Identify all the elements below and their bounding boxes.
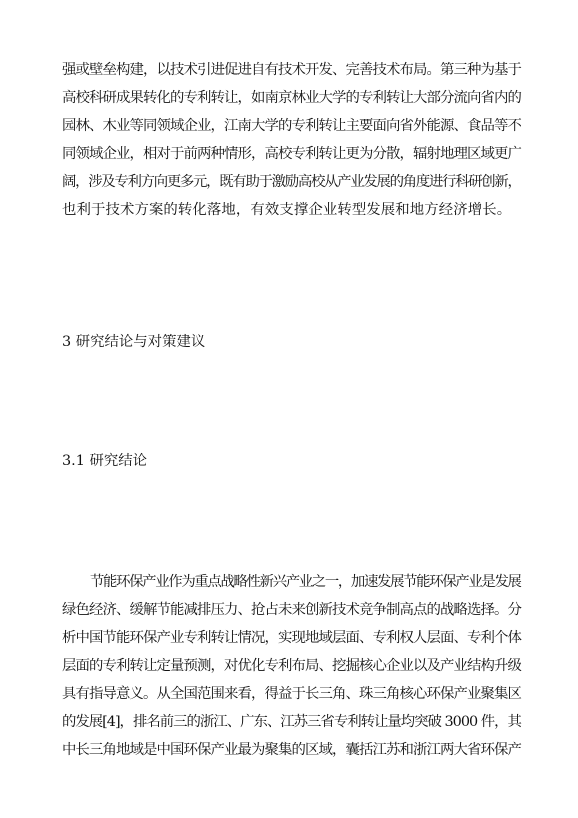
paragraph-line: 阔，涉及专利方向更多元，既有助于激励高校从产业发展的角度进行科研创新， [62,174,521,190]
paragraph-line: 强或壁垒构建，以技术引进促进自有技术开发、完善技术布局。第三种为基于 [62,62,522,78]
paragraph-line: 同领域企业，相对于前两种情形，高校专利转让更为分散，辐射地理区域更广 [62,146,522,162]
paragraph-line: 绿色经济、缓解节能减排压力、抢占未来创新技术竞争制高点的战略选择。分 [62,602,522,618]
paragraph-line: 具有指导意义。从全国范围来看，得益于长三角、珠三角核心环保产业聚集区 [62,686,522,702]
paragraph-line: 高校科研成果转化的专利转让，如南京林业大学的专利转让大部分流向省内的 [62,90,522,106]
paragraph-line: 层面的专利转让定量预测，对优化专利布局、挖掘核心企业以及产业结构升级 [62,658,522,674]
section-heading-3: 3 研究结论与对策建议 [62,334,206,350]
paragraph-line: 也利于技术方案的转化落地，有效支撑企业转型发展和地方经济增长。 [62,202,512,218]
paragraph-line: 中长三角地域是中国环保产业最为聚集的区域，囊括江苏和浙江两大省环保产 [62,742,522,758]
paragraph-line: 析中国节能环保产业专利转让情况，实现地域层面、专利权人层面、专利个体 [62,630,522,646]
paragraph-line: 节能环保产业作为重点战略性新兴产业之一，加速发展节能环保产业是发展 [90,574,521,590]
section-heading-3-1: 3.1 研究结论 [62,453,148,469]
paragraph-line: 园林、木业等同领域企业，江南大学的专利转让主要面向省外能源、食品等不 [62,118,522,134]
paragraph-line: 的发展[4]，排名前三的浙江、广东、江苏三省专利转让量均突破 3000 件，其 [62,714,521,730]
